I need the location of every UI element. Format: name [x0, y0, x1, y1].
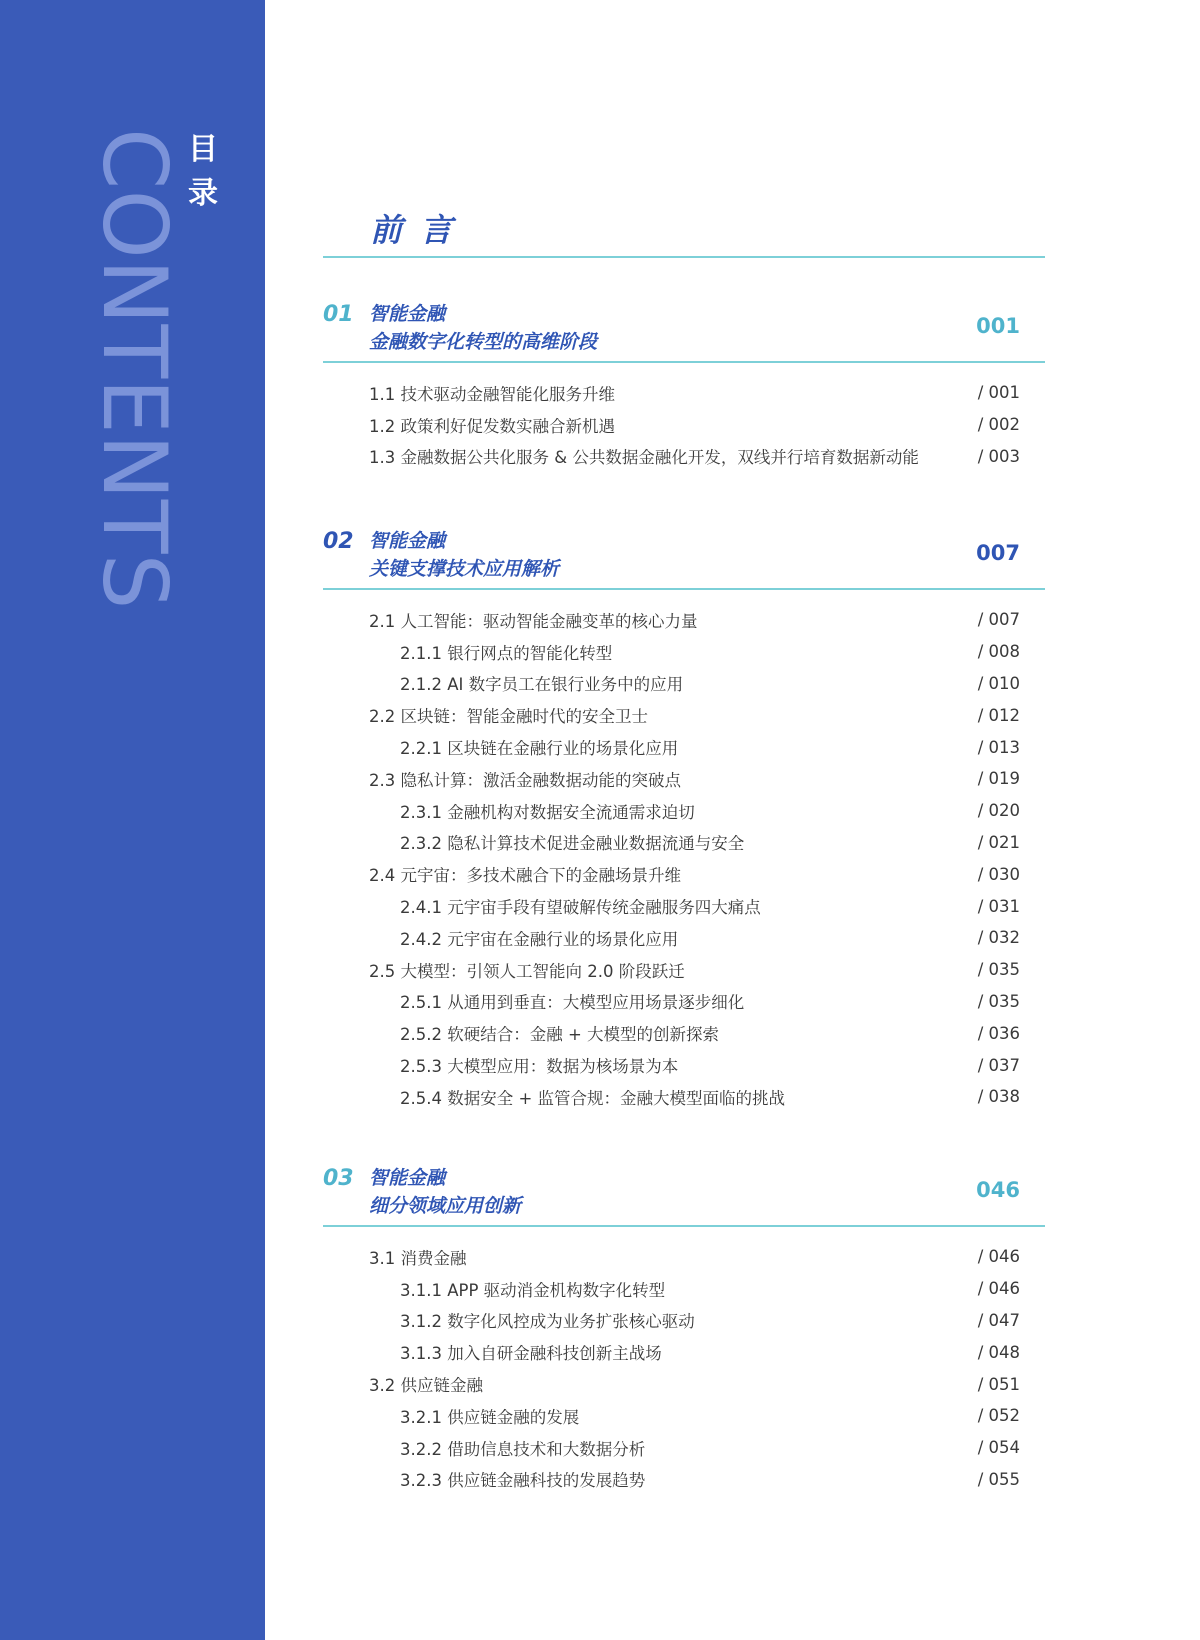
toc-entry-page: / 031 — [977, 896, 1020, 916]
mulu-heading — [183, 128, 223, 216]
toc-entry-page: / 019 — [977, 769, 1020, 789]
toc-entry[interactable] — [369, 1241, 1020, 1273]
toc-entry-label: 1.3 金融数据公共化服务 & 公共数据金融化开发，双线并行培育数据新动能 — [369, 448, 919, 468]
section-title-1-line1: 智能金融 — [369, 303, 446, 325]
toc-list-3 — [369, 1241, 1020, 1495]
toc-entry-label: 1.2 政策利好促发数实融合新机遇 — [369, 416, 615, 436]
toc-entry-page: / 010 — [977, 673, 1020, 693]
toc-entry[interactable] — [369, 1049, 1020, 1081]
contents-watermark: CONTENTS — [83, 128, 186, 610]
toc-entry[interactable] — [369, 890, 1020, 922]
section-page-2: 007 — [976, 541, 1020, 565]
mulu-char-1: 目 — [188, 132, 218, 167]
section-page-1: 001 — [976, 314, 1020, 338]
preface-title[interactable]: 前言 — [370, 211, 471, 249]
toc-entry-label: 2.1 人工智能：驱动智能金融变革的核心力量 — [369, 611, 698, 631]
divider — [323, 361, 1045, 363]
toc-entry-page: / 052 — [977, 1406, 1020, 1426]
toc-entry[interactable] — [369, 668, 1020, 700]
toc-entry-label: 2.5.3 大模型应用：数据为核场景为本 — [400, 1057, 679, 1077]
toc-entry[interactable] — [369, 795, 1020, 827]
toc-entry[interactable] — [369, 441, 1020, 473]
section-title-1-line2: 金融数字化转型的高维阶段 — [369, 331, 598, 353]
section-title-3-line1: 智能金融 — [369, 1167, 446, 1189]
toc-entry[interactable] — [369, 1081, 1020, 1113]
toc-entry[interactable] — [369, 827, 1020, 859]
toc-entry-label: 2.3.2 隐私计算技术促进金融业数据流通与安全 — [400, 834, 745, 854]
toc-entry-page: / 030 — [977, 864, 1020, 884]
toc-entry-label: 2.5.2 软硬结合：金融 + 大模型的创新探索 — [400, 1025, 720, 1045]
toc-entry[interactable] — [369, 1368, 1020, 1400]
toc-entry-page: / 035 — [977, 991, 1020, 1011]
toc-entry-page: / 013 — [977, 737, 1020, 757]
toc-entry[interactable] — [369, 699, 1020, 731]
toc-entry-page: / 051 — [977, 1374, 1020, 1394]
toc-entry-label: 3.2.1 供应链金融的发展 — [400, 1407, 580, 1427]
toc-entry[interactable] — [369, 1017, 1020, 1049]
toc-entry-label: 2.4.1 元宇宙手段有望破解传统金融服务四大痛点 — [400, 898, 761, 918]
toc-entry[interactable] — [369, 636, 1020, 668]
toc-entry-label: 3.2.2 借助信息技术和大数据分析 — [400, 1439, 646, 1459]
toc-entry[interactable] — [369, 1305, 1020, 1337]
section-title-1[interactable] — [369, 300, 597, 356]
toc-entry[interactable] — [369, 954, 1020, 986]
toc-entry-page: / 021 — [977, 832, 1020, 852]
section-page-3: 046 — [976, 1178, 1020, 1202]
sidebar-band — [0, 0, 265, 1640]
toc-entry[interactable] — [369, 858, 1020, 890]
toc-entry-label: 2.2.1 区块链在金融行业的场景化应用 — [400, 739, 679, 759]
toc-entry-label: 2.4 元宇宙：多技术融合下的金融场景升维 — [369, 866, 681, 886]
section-title-3-line2: 细分领域应用创新 — [369, 1195, 522, 1217]
toc-entry[interactable] — [369, 1336, 1020, 1368]
section-title-2-line2: 关键支撑技术应用解析 — [369, 558, 560, 580]
toc-entry-label: 3.1.2 数字化风控成为业务扩张核心驱动 — [400, 1312, 695, 1332]
toc-entry[interactable] — [369, 1400, 1020, 1432]
toc-entry-page: / 036 — [977, 1023, 1020, 1043]
toc-entry-label: 2.3 隐私计算：激活金融数据动能的突破点 — [369, 770, 681, 790]
toc-entry-page: / 032 — [977, 928, 1020, 948]
toc-entry-label: 2.2 区块链：智能金融时代的安全卫士 — [369, 707, 648, 727]
toc-entry-label: 2.3.1 金融机构对数据安全流通需求迫切 — [400, 802, 695, 822]
toc-entry-page: / 055 — [977, 1469, 1020, 1489]
toc-entry-page: / 046 — [977, 1247, 1020, 1267]
toc-entry[interactable] — [369, 377, 1020, 409]
toc-entry-label: 2.5 大模型：引领人工智能向 2.0 阶段跃迁 — [369, 961, 685, 981]
toc-entry-label: 3.1.1 APP 驱动消金机构数字化转型 — [400, 1280, 666, 1300]
toc-list-2 — [369, 604, 1020, 1113]
toc-entry[interactable] — [369, 731, 1020, 763]
toc-entry-page: / 003 — [977, 446, 1020, 466]
toc-entry-label: 2.1.2 AI 数字员工在银行业务中的应用 — [400, 675, 684, 695]
toc-entry-page: / 007 — [977, 610, 1020, 630]
toc-entry-page: / 048 — [977, 1342, 1020, 1362]
mulu-char-2: 录 — [188, 176, 218, 211]
toc-entry-label: 2.5.4 数据安全 + 监管合规：金融大模型面临的挑战 — [400, 1088, 786, 1108]
toc-entry-page: / 002 — [977, 415, 1020, 435]
toc-entry-page: / 046 — [977, 1279, 1020, 1299]
toc-entry[interactable] — [369, 986, 1020, 1018]
toc-entry-label: 3.2 供应链金融 — [369, 1376, 483, 1396]
toc-entry-page: / 008 — [977, 642, 1020, 662]
toc-entry-label: 2.4.2 元宇宙在金融行业的场景化应用 — [400, 929, 679, 949]
toc-entry[interactable] — [369, 409, 1020, 441]
section-title-3[interactable] — [369, 1164, 521, 1220]
toc-entry-page: / 020 — [977, 801, 1020, 821]
section-title-2[interactable] — [369, 527, 559, 583]
toc-entry[interactable] — [369, 1464, 1020, 1496]
toc-entry[interactable] — [369, 1432, 1020, 1464]
section-number-1: 01 — [323, 302, 354, 327]
toc-entry-page: / 047 — [977, 1310, 1020, 1330]
toc-entry-page: / 035 — [977, 960, 1020, 980]
toc-entry[interactable] — [369, 604, 1020, 636]
divider — [323, 588, 1045, 590]
toc-entry[interactable] — [369, 763, 1020, 795]
toc-entry[interactable] — [369, 922, 1020, 954]
toc-entry-page: / 037 — [977, 1055, 1020, 1075]
section-title-2-line1: 智能金融 — [369, 530, 446, 552]
divider — [323, 256, 1045, 258]
toc-entry-label: 1.1 技术驱动金融智能化服务升维 — [369, 384, 615, 404]
toc-list-1 — [369, 377, 1020, 472]
divider — [323, 1225, 1045, 1227]
section-number-3: 03 — [323, 1166, 354, 1191]
toc-entry[interactable] — [369, 1273, 1020, 1305]
toc-entry-label: 2.5.1 从通用到垂直：大模型应用场景逐步细化 — [400, 993, 745, 1013]
toc-entry-label: 2.1.1 银行网点的智能化转型 — [400, 643, 613, 663]
toc-entry-label: 3.1 消费金融 — [369, 1248, 467, 1268]
toc-entry-page: / 012 — [977, 705, 1020, 725]
toc-entry-label: 3.2.3 供应链金融科技的发展趋势 — [400, 1471, 646, 1491]
toc-entry-page: / 038 — [977, 1087, 1020, 1107]
toc-entry-page: / 054 — [977, 1438, 1020, 1458]
toc-entry-label: 3.1.3 加入自研金融科技创新主战场 — [400, 1344, 662, 1364]
section-number-2: 02 — [323, 529, 354, 554]
toc-entry-page: / 001 — [977, 383, 1020, 403]
